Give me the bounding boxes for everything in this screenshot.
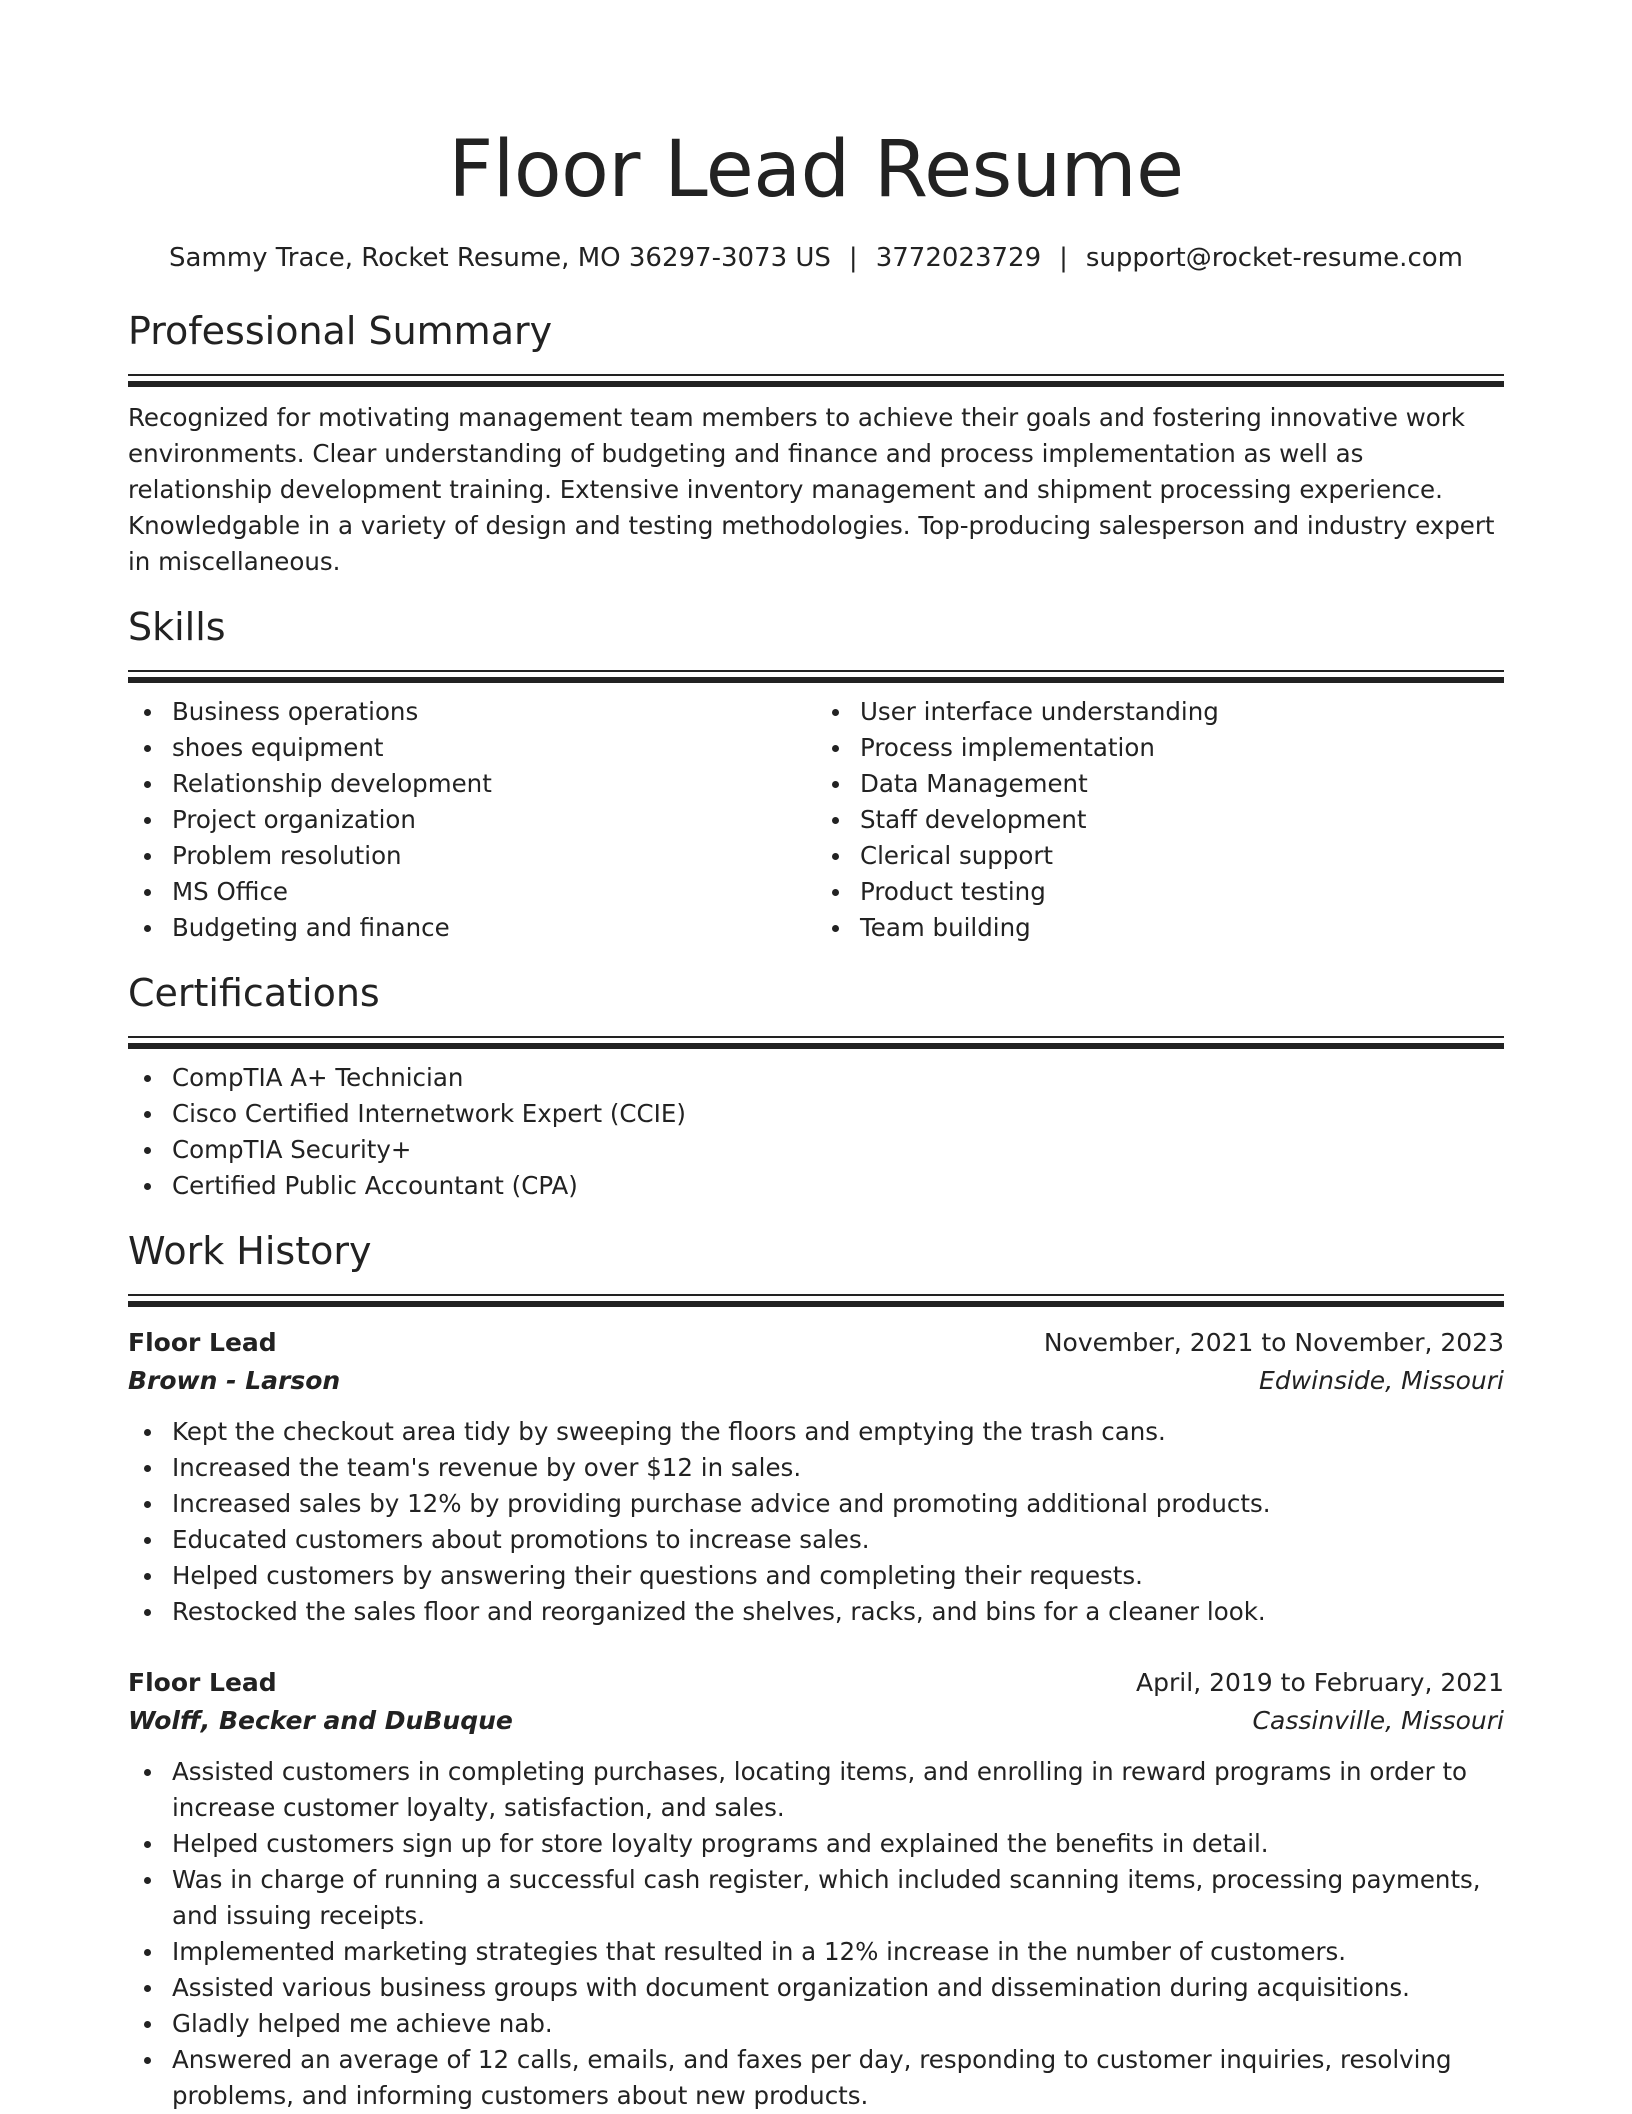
skill-item: Process implementation (860, 730, 1504, 766)
section-divider (128, 374, 1504, 386)
job-bullet: Assisted customers in completing purchases, locating items, and enrolling in reward programs in order to increase customer loyalty, satisfaction, and sales. (172, 1754, 1504, 1826)
certification-item: Cisco Certified Internetwork Expert (CCIE) (172, 1096, 1504, 1132)
job-bullet: Helped customers by answering their questions and completing their requests. (172, 1558, 1504, 1594)
contact-separator: | (1059, 243, 1068, 273)
section-divider (128, 670, 1504, 682)
skill-item: Budgeting and finance (172, 910, 816, 946)
skill-item: Project organization (172, 802, 816, 838)
job-bullets (128, 1754, 1504, 2114)
job-bullet: Increased the team's revenue by over $12 in sales. (172, 1450, 1504, 1486)
section-divider (128, 1294, 1504, 1306)
skill-item: shoes equipment (172, 730, 816, 766)
job-bullet: Helped customers sign up for store loyalty programs and explained the benefits in detail. (172, 1826, 1504, 1862)
skills-section (128, 602, 1504, 946)
skill-item: Clerical support (860, 838, 1504, 874)
section-divider (128, 1036, 1504, 1048)
certifications-list (128, 1060, 1504, 1204)
summary-section (128, 306, 1504, 580)
job-bullet: Assisted various business groups with document organization and dissemination during acquisitions. (172, 1970, 1504, 2006)
certification-item: CompTIA Security+ (172, 1132, 1504, 1168)
skill-item: Team building (860, 910, 1504, 946)
job-subheader-row (128, 1362, 1504, 1400)
job-title: Floor Lead (128, 1668, 277, 1697)
job-company: Wolff, Becker and DuBuque (128, 1706, 513, 1735)
job-bullet: Kept the checkout area tidy by sweeping the floors and emptying the trash cans. (172, 1414, 1504, 1450)
work-history-heading: Work History (128, 1229, 372, 1273)
skill-item: Problem resolution (172, 838, 816, 874)
job-bullet: Answered an average of 12 calls, emails, and faxes per day, responding to customer inquiries, resolving problems, and informing customers about new products. (172, 2042, 1504, 2114)
skills-list-left (128, 694, 816, 946)
job-entry (128, 1664, 1504, 2114)
page-title: Floor Lead Resume (448, 125, 1184, 215)
job-dates: November, 2021 to November, 2023 (1043, 1328, 1504, 1357)
job-bullet: Restocked the sales floor and reorganized the shelves, racks, and bins for a cleaner look. (172, 1594, 1504, 1630)
summary-text: Recognized for motivating management team members to achieve their goals and fostering innovative work environments. Clear understanding of budgeting and finance and process implementation as well as relationship development training. Extensive inventory management and shipment processing experience. Knowledgable in a variety of design and testing methodologies. Top-producing salesperson and industry expert in miscellaneous. (128, 403, 1495, 576)
skill-item: MS Office (172, 874, 816, 910)
job-header-row (128, 1664, 1504, 1702)
skill-item: Relationship development (172, 766, 816, 802)
job-location: Edwinside, Missouri (1259, 1366, 1504, 1395)
job-title: Floor Lead (128, 1328, 277, 1357)
job-location: Cassinville, Missouri (1252, 1706, 1504, 1735)
certifications-heading: Certifications (128, 971, 380, 1015)
job-bullet: Implemented marketing strategies that resulted in a 12% increase in the number of customers. (172, 1934, 1504, 1970)
skill-item: Staff development (860, 802, 1504, 838)
contact-email: support@rocket-resume.com (1085, 243, 1463, 273)
certification-item: CompTIA A+ Technician (172, 1060, 1504, 1096)
skill-item: Data Management (860, 766, 1504, 802)
certification-item: Certified Public Accountant (CPA) (172, 1168, 1504, 1204)
summary-heading: Professional Summary (128, 309, 553, 353)
skills-heading: Skills (128, 605, 226, 649)
contact-line (128, 240, 1504, 276)
contact-address: Sammy Trace, Rocket Resume, MO 36297-3073 US (169, 243, 831, 273)
skill-item: Product testing (860, 874, 1504, 910)
job-bullet: Was in charge of running a successful cash register, which included scanning items, processing payments, and issuing receipts. (172, 1862, 1504, 1934)
contact-phone: 3772023729 (875, 243, 1042, 273)
job-bullet: Gladly helped me achieve nab. (172, 2006, 1504, 2042)
job-company: Brown - Larson (128, 1366, 341, 1395)
skill-item: User interface understanding (860, 694, 1504, 730)
job-subheader-row (128, 1702, 1504, 1740)
skills-grid (128, 694, 1504, 946)
job-bullet: Increased sales by 12% by providing purchase advice and promoting additional products. (172, 1486, 1504, 1522)
skill-item: Business operations (172, 694, 816, 730)
contact-separator: | (848, 243, 858, 273)
job-dates: April, 2019 to February, 2021 (1136, 1668, 1504, 1697)
skills-list-right (816, 694, 1504, 946)
job-entry (128, 1324, 1504, 1630)
work-history-section (128, 1226, 1504, 2114)
job-bullets (128, 1414, 1504, 1630)
certifications-section (128, 968, 1504, 1204)
job-header-row (128, 1324, 1504, 1362)
job-bullet: Educated customers about promotions to increase sales. (172, 1522, 1504, 1558)
